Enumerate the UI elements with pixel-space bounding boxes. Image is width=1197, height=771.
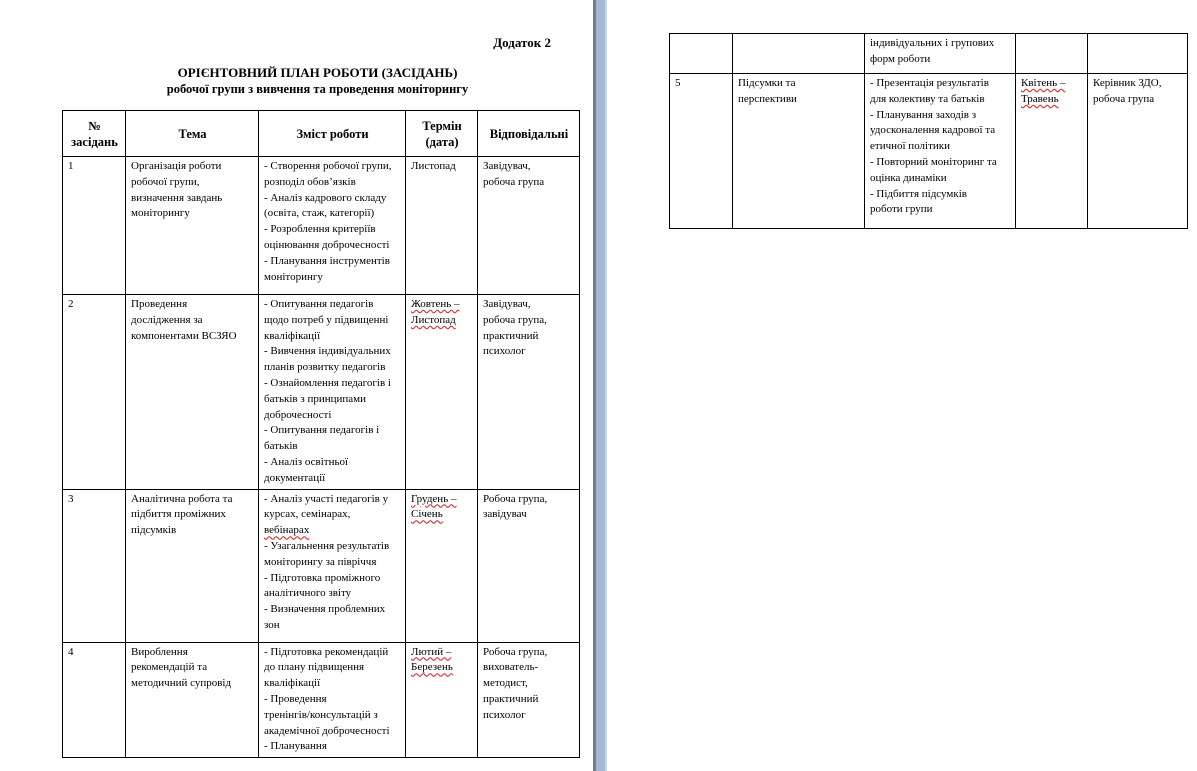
table-header-row (63, 111, 580, 157)
row-topic: Аналітична робота та підбиття проміжних підсумків (126, 489, 259, 642)
row-topic: Проведення дослідження за компонентами ВСЗЯО (126, 295, 259, 490)
plan-table-continued (669, 33, 1188, 229)
table-row (63, 489, 580, 642)
document-page-1 (0, 0, 593, 771)
header-number: № засідань (63, 111, 126, 157)
document-page-2 (607, 0, 1197, 771)
row-content: - Підготовка рекомендацій до плану підвищення кваліфікації - Проведення тренінгів/консультацій з академічної доброчесності - Планування (259, 642, 406, 758)
header-topic: Тема (126, 111, 259, 157)
row-term: Квітень – Травень (1016, 74, 1088, 229)
header-content: Зміст роботи (259, 111, 406, 157)
row-term: Лютий – Березень (406, 642, 478, 758)
row-topic: Організація роботи робочої групи, визначення завдань моніторингу (126, 157, 259, 295)
table-row-continuation (670, 34, 1188, 74)
row-responsible: Робоча група, завідувач (478, 489, 580, 642)
header-responsible: Відповідальні (478, 111, 580, 157)
row-term (1016, 34, 1088, 74)
plan-subtitle: робочої групи з вивчення та проведення моніторингу (166, 82, 469, 96)
row-number: 1 (63, 157, 126, 295)
row-topic (733, 34, 865, 74)
row-number: 2 (63, 295, 126, 490)
row-content: - Опитування педагогів щодо потреб у підвищенні кваліфікації - Вивчення індивідуальних планів розвитку педагогів - Ознайомлення педагогів і батьків з принципами доброчесності - Опитування педагогів і батьків - Аналіз освітньої документації (259, 295, 406, 490)
row-topic: Підсумки та перспективи (733, 74, 865, 229)
row-number: 4 (63, 642, 126, 758)
row-content: - Створення робочої групи, розподіл обов’язків - Аналіз кадрового складу (освіта, стаж, категорії) - Розроблення критеріїв оцінювання доброчесності - Планування інструментів моніторингу (259, 157, 406, 295)
page-gap-divider (593, 0, 607, 771)
row-responsible: Завідувач, робоча група, практичний психолог (478, 295, 580, 490)
table-row (63, 642, 580, 758)
row-number: 3 (63, 489, 126, 642)
table-row (63, 157, 580, 295)
row-responsible: Керівник ЗДО, робоча група (1088, 74, 1188, 229)
appendix-label: Додаток 2 (493, 35, 551, 50)
row-number: 5 (670, 74, 733, 229)
row-responsible: Робоча група, вихователь- методист, практичний психолог (478, 642, 580, 758)
row-content: - Презентація результатів для колективу та батьків - Планування заходів з удосконалення кадрової та етичної політики - Повторний моніторинг та оцінка динаміки - Підбиття підсумків роботи групи (865, 74, 1016, 229)
row-content: індивідуальних і групових форм роботи (865, 34, 1016, 74)
plan-title: ОРІЄНТОВНИЙ ПЛАН РОБОТИ (ЗАСІДАНЬ) (177, 65, 458, 80)
row-number (670, 34, 733, 74)
row-term: Листопад (406, 157, 478, 295)
row-content: - Аналіз участі педагогів у курсах, семінарах, вебінарах - Узагальнення результатів моніторингу за півріччя - Підготовка проміжного аналітичного звіту - Визначення проблемних зон (259, 489, 406, 642)
row-term: Грудень – Січень (406, 489, 478, 642)
row-term: Жовтень – Листопад (406, 295, 478, 490)
table-row (63, 295, 580, 490)
table-row (670, 74, 1188, 229)
row-topic: Вироблення рекомендацій та методичний супровід (126, 642, 259, 758)
plan-table (62, 110, 580, 758)
header-term: Термін (дата) (406, 111, 478, 157)
row-responsible: Завідувач, робоча група (478, 157, 580, 295)
row-responsible (1088, 34, 1188, 74)
